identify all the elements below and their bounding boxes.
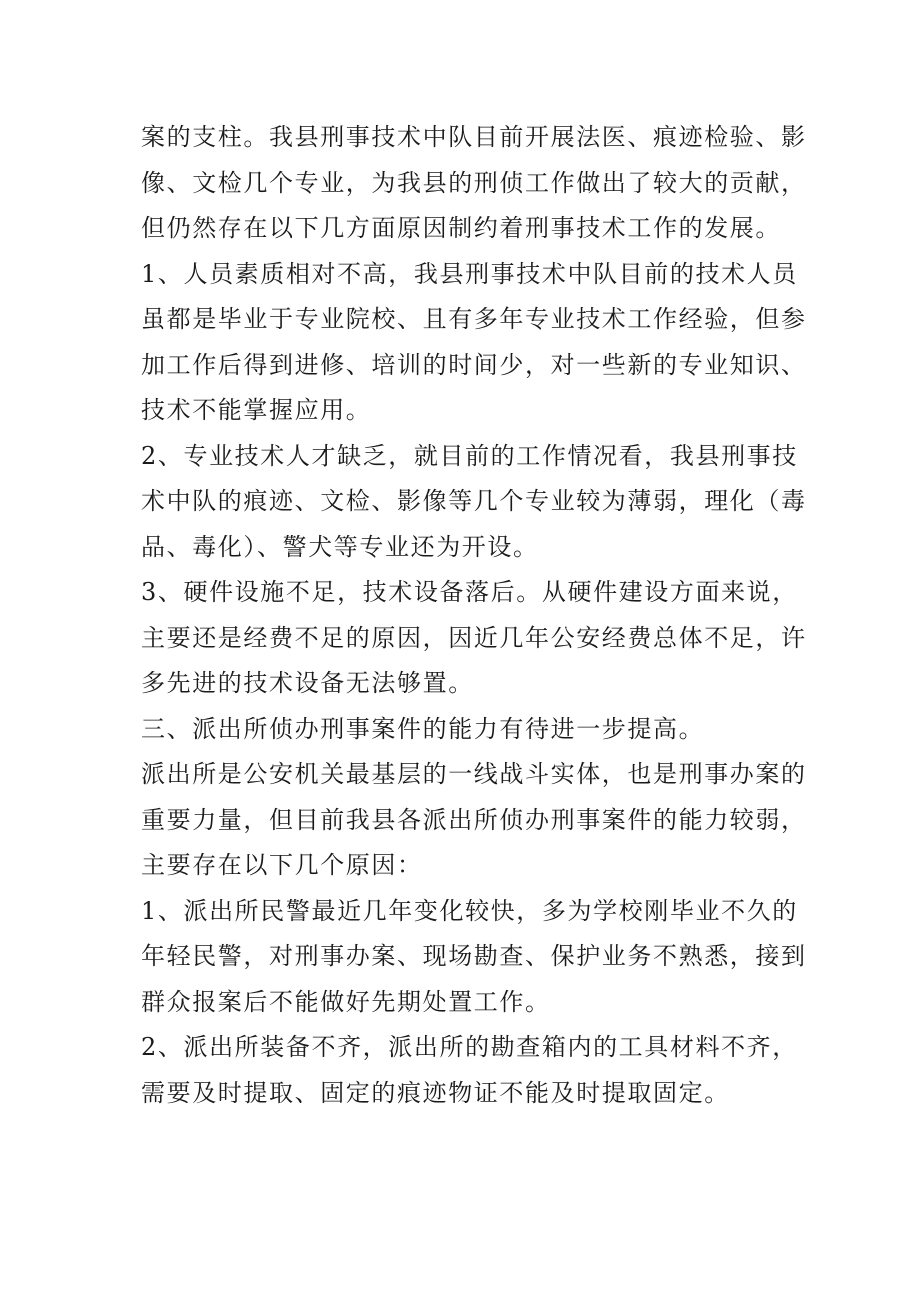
text-line: 像、文检几个专业，为我县的刑侦工作做出了较大的贡献， (141, 168, 807, 197)
text-line: 1、派出所民警最近几年变化较快，多为学校刚毕业不久的 (141, 896, 798, 925)
text-line: 2、派出所装备不齐，派出所的勘查箱内的工具材料不齐， (141, 1033, 798, 1061)
text-line: 加工作后得到进修、培训的时间少，对一些新的专业知识、 (141, 350, 807, 379)
text-line: 虽都是毕业于专业院校、且有多年专业技术工作经验，但参 (141, 305, 807, 333)
text-line: 品、毒化）、警犬等专业还为开设。 (141, 532, 539, 561)
text-line: 群众报案后不能做好先期处置工作。 (141, 987, 551, 1016)
text-line: 多先进的技术设备无法够置。 (141, 669, 474, 697)
document-body (141, 115, 807, 1116)
text-line: 案的支柱。我县刑事技术中队目前开展法医、痕迹检验、影 (141, 123, 807, 151)
text-line: 年轻民警，对刑事办案、现场勘查、保护业务不熟悉，接到 (141, 942, 807, 970)
text-line: 主要存在以下几个原因： (141, 851, 423, 879)
text-line: 但仍然存在以下几方面原因制约着刑事技术工作的发展。 (141, 214, 781, 242)
text-line: 技术不能掌握应用。 (141, 396, 372, 424)
text-line: 重要力量，但目前我县各派出所侦办刑事案件的能力较弱， (141, 805, 807, 834)
text-line: 3、硬件设施不足，技术设备落后。从硬件建设方面来说， (141, 578, 798, 606)
text-line: 派出所是公安机关最基层的一线战斗实体，也是刑事办案的 (141, 760, 807, 788)
text-line: 需要及时提取、固定的痕迹物证不能及时提取固定。 (141, 1078, 730, 1107)
text-line: 1、人员素质相对不高，我县刑事技术中队目前的技术人员 (141, 259, 798, 288)
section-heading: 三、派出所侦办刑事案件的能力有待进一步提高。 (141, 714, 705, 743)
text-line: 主要还是经费不足的原因，因近几年公安经费总体不足，许 (141, 623, 807, 652)
text-line: 术中队的痕迹、文检、影像等几个专业较为薄弱，理化（毒 (141, 487, 807, 515)
text-line: 2、专业技术人才缺乏，就目前的工作情况看，我县刑事技 (141, 441, 798, 470)
